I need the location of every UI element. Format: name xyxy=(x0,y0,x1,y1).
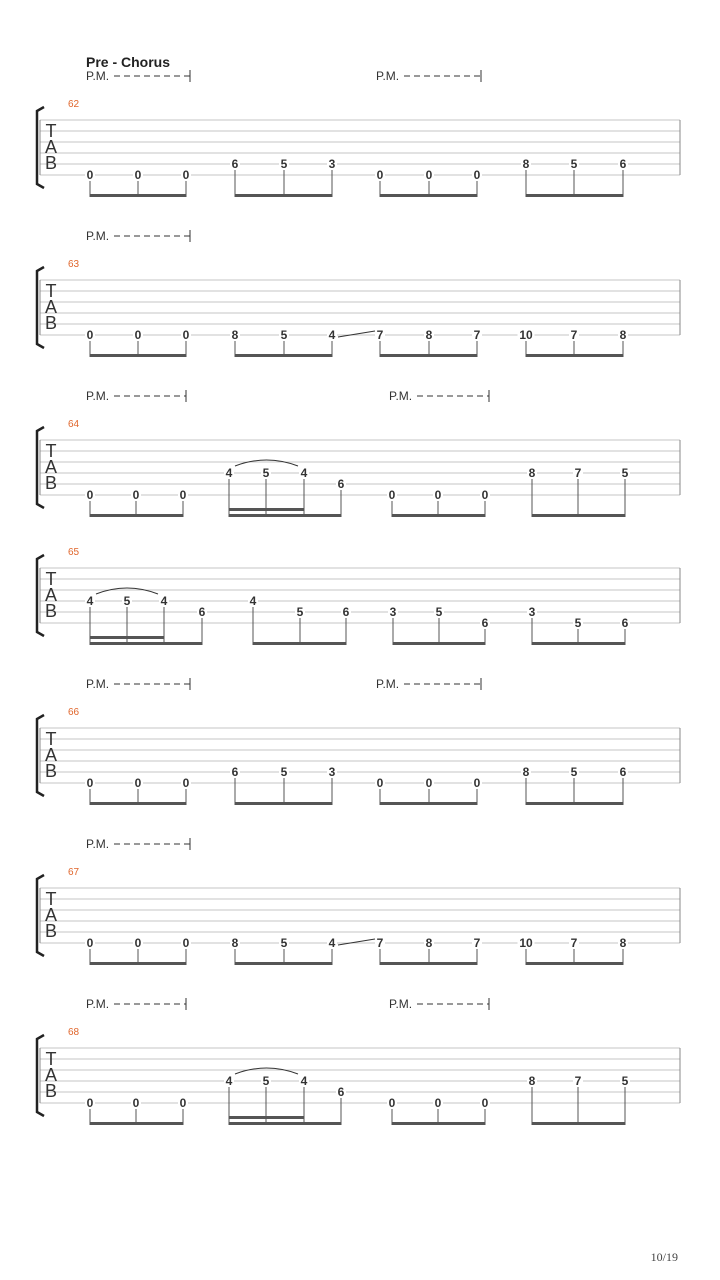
beam xyxy=(90,194,186,197)
fret-number: 0 xyxy=(179,1096,187,1110)
beam xyxy=(380,802,477,805)
fret-number: 8 xyxy=(231,936,239,950)
tab-system xyxy=(37,997,680,1125)
beam xyxy=(229,1122,341,1125)
beam xyxy=(235,194,332,197)
beam xyxy=(90,802,186,805)
fret-number: 6 xyxy=(231,765,239,779)
beam xyxy=(90,642,202,645)
fret-number: 4 xyxy=(86,594,94,608)
fret-number: 4 xyxy=(225,466,233,480)
palm-mute-label: P.M. xyxy=(86,229,110,243)
measure-number: 67 xyxy=(68,867,80,878)
palm-mute-label: P.M. xyxy=(389,389,413,403)
fret-number: 4 xyxy=(300,1074,308,1088)
section-title: Pre - Chorus xyxy=(86,54,171,70)
fret-number: 5 xyxy=(570,157,578,171)
palm-mute-label: P.M. xyxy=(86,69,110,83)
tab-system xyxy=(37,389,680,517)
fret-number: 5 xyxy=(280,936,288,950)
fret-number: 6 xyxy=(198,605,206,619)
fret-number: 0 xyxy=(388,1096,396,1110)
fret-number: 8 xyxy=(231,328,239,342)
palm-mute-label: P.M. xyxy=(86,997,110,1011)
fret-number: 4 xyxy=(300,466,308,480)
slide-line xyxy=(338,331,375,337)
beam xyxy=(90,354,186,357)
measure-number: 63 xyxy=(68,259,80,270)
fret-number: 0 xyxy=(86,168,94,182)
tab-system xyxy=(37,547,680,645)
tab-clef-letter: A xyxy=(44,585,58,605)
beam xyxy=(235,354,332,357)
page-number: 10/19 xyxy=(650,1250,678,1264)
beam xyxy=(532,642,625,645)
beam xyxy=(253,642,346,645)
fret-number: 0 xyxy=(179,488,187,502)
fret-number: 8 xyxy=(522,765,530,779)
beam xyxy=(235,962,332,965)
tab-clef-letter: B xyxy=(44,921,58,941)
beam xyxy=(380,194,477,197)
fret-number: 3 xyxy=(389,605,397,619)
fret-number: 4 xyxy=(160,594,168,608)
beam xyxy=(229,514,341,517)
tab-clef-letter: A xyxy=(44,457,58,477)
tab-clef-letter: B xyxy=(44,473,58,493)
tab-clef-letter: A xyxy=(44,297,58,317)
secondary-beam xyxy=(229,1116,304,1119)
fret-number: 7 xyxy=(473,328,481,342)
tab-clef-letter: A xyxy=(44,1065,58,1085)
beam xyxy=(380,962,477,965)
palm-mute-label: P.M. xyxy=(86,677,110,691)
fret-number: 5 xyxy=(574,616,582,630)
fret-number: 5 xyxy=(570,765,578,779)
tab-clef-letter: B xyxy=(44,153,58,173)
fret-number: 4 xyxy=(225,1074,233,1088)
beam xyxy=(526,194,623,197)
fret-number: 6 xyxy=(337,1085,345,1099)
beam xyxy=(526,354,623,357)
beam xyxy=(526,962,623,965)
fret-number: 0 xyxy=(132,1096,140,1110)
tab-clef-letter: T xyxy=(45,121,57,141)
slide-line xyxy=(338,939,375,945)
fret-number: 7 xyxy=(376,936,384,950)
tab-clef-letter: B xyxy=(44,601,58,621)
tab-clef-letter: T xyxy=(45,441,57,461)
fret-number: 0 xyxy=(434,1096,442,1110)
fret-number: 3 xyxy=(328,157,336,171)
tab-system xyxy=(37,837,680,965)
tab-system xyxy=(37,229,680,357)
measure-number: 64 xyxy=(68,419,80,430)
fret-number: 6 xyxy=(621,616,629,630)
fret-number: 0 xyxy=(86,488,94,502)
tab-clef-letter: A xyxy=(44,905,58,925)
beam xyxy=(392,514,485,517)
fret-number: 6 xyxy=(231,157,239,171)
fret-number: 7 xyxy=(473,936,481,950)
fret-number: 0 xyxy=(132,488,140,502)
fret-number: 5 xyxy=(280,765,288,779)
palm-mute-label: P.M. xyxy=(86,389,110,403)
fret-number: 0 xyxy=(388,488,396,502)
tab-clef-letter: B xyxy=(44,313,58,333)
fret-number: 10 xyxy=(519,936,533,950)
fret-number: 7 xyxy=(570,328,578,342)
fret-number: 7 xyxy=(570,936,578,950)
fret-number: 0 xyxy=(481,1096,489,1110)
tab-clef-letter: T xyxy=(45,281,57,301)
fret-number: 5 xyxy=(296,605,304,619)
fret-number: 5 xyxy=(262,1074,270,1088)
fret-number: 5 xyxy=(435,605,443,619)
fret-number: 5 xyxy=(280,328,288,342)
fret-number: 6 xyxy=(481,616,489,630)
fret-number: 3 xyxy=(528,605,536,619)
fret-number: 8 xyxy=(522,157,530,171)
fret-number: 0 xyxy=(425,776,433,790)
fret-number: 0 xyxy=(86,328,94,342)
tab-clef-letter: B xyxy=(44,761,58,781)
fret-number: 0 xyxy=(134,776,142,790)
fret-number: 8 xyxy=(425,936,433,950)
fret-number: 6 xyxy=(619,157,627,171)
fret-number: 0 xyxy=(134,936,142,950)
tab-clef-letter: T xyxy=(45,889,57,909)
fret-number: 4 xyxy=(328,328,336,342)
tab-clef-letter: T xyxy=(45,729,57,749)
secondary-beam xyxy=(90,636,164,639)
fret-number: 7 xyxy=(574,1074,582,1088)
fret-number: 0 xyxy=(86,936,94,950)
fret-number: 0 xyxy=(481,488,489,502)
fret-number: 8 xyxy=(528,1074,536,1088)
fret-number: 0 xyxy=(182,168,190,182)
beam xyxy=(235,802,332,805)
fret-number: 7 xyxy=(376,328,384,342)
beam xyxy=(380,354,477,357)
fret-number: 6 xyxy=(337,477,345,491)
fret-number: 6 xyxy=(342,605,350,619)
palm-mute-label: P.M. xyxy=(86,837,110,851)
tab-system xyxy=(37,677,680,805)
fret-number: 0 xyxy=(376,168,384,182)
measure-number: 62 xyxy=(68,99,80,110)
fret-number: 5 xyxy=(123,594,131,608)
fret-number: 10 xyxy=(519,328,533,342)
secondary-beam xyxy=(229,508,304,511)
beam xyxy=(90,514,183,517)
tab-clef-letter: T xyxy=(45,569,57,589)
measure-number: 66 xyxy=(68,707,80,718)
fret-number: 0 xyxy=(182,936,190,950)
beam xyxy=(532,1122,625,1125)
fret-number: 3 xyxy=(328,765,336,779)
measure-number: 65 xyxy=(68,547,80,558)
measure-number: 68 xyxy=(68,1027,80,1038)
tab-clef-letter: A xyxy=(44,137,58,157)
fret-number: 0 xyxy=(473,776,481,790)
fret-number: 8 xyxy=(425,328,433,342)
fret-number: 4 xyxy=(328,936,336,950)
tab-clef-letter: T xyxy=(45,1049,57,1069)
fret-number: 7 xyxy=(574,466,582,480)
fret-number: 0 xyxy=(134,328,142,342)
fret-number: 0 xyxy=(134,168,142,182)
fret-number: 5 xyxy=(262,466,270,480)
fret-number: 0 xyxy=(376,776,384,790)
palm-mute-label: P.M. xyxy=(376,69,400,83)
beam xyxy=(392,1122,485,1125)
tab-clef-letter: A xyxy=(44,745,58,765)
fret-number: 5 xyxy=(621,466,629,480)
palm-mute-label: P.M. xyxy=(376,677,400,691)
palm-mute-label: P.M. xyxy=(389,997,413,1011)
fret-number: 0 xyxy=(425,168,433,182)
fret-number: 0 xyxy=(182,328,190,342)
fret-number: 0 xyxy=(434,488,442,502)
fret-number: 8 xyxy=(528,466,536,480)
fret-number: 8 xyxy=(619,936,627,950)
fret-number: 4 xyxy=(249,594,257,608)
beam xyxy=(90,962,186,965)
fret-number: 0 xyxy=(182,776,190,790)
beam xyxy=(526,802,623,805)
tab-clef-letter: B xyxy=(44,1081,58,1101)
beam xyxy=(90,1122,183,1125)
fret-number: 5 xyxy=(621,1074,629,1088)
fret-number: 5 xyxy=(280,157,288,171)
tab-system xyxy=(37,69,680,197)
fret-number: 0 xyxy=(86,776,94,790)
fret-number: 0 xyxy=(86,1096,94,1110)
fret-number: 8 xyxy=(619,328,627,342)
fret-number: 6 xyxy=(619,765,627,779)
fret-number: 0 xyxy=(473,168,481,182)
beam xyxy=(393,642,485,645)
beam xyxy=(532,514,625,517)
